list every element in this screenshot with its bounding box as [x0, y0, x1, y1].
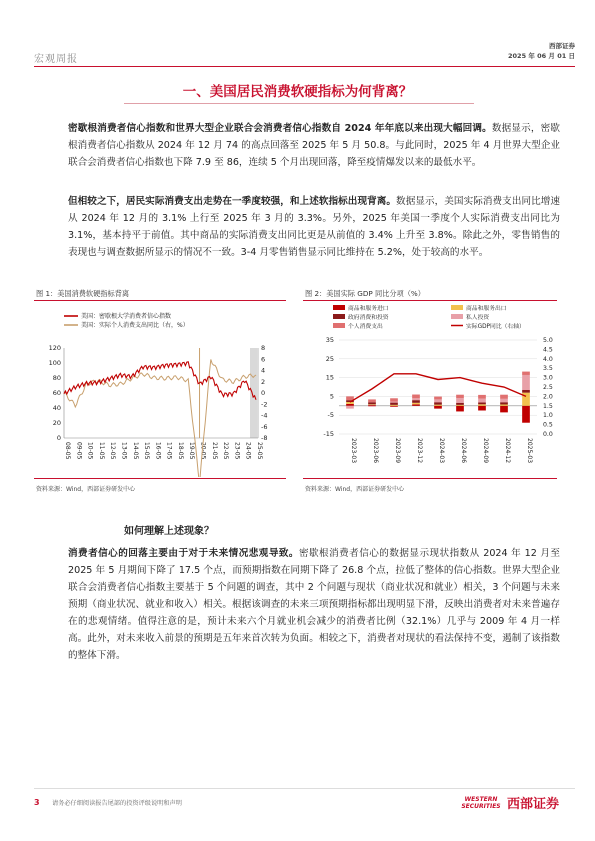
- logo-english: WESTERN SECURITIES: [461, 795, 501, 810]
- fig2-right-tick: 0.0: [543, 431, 553, 438]
- fig2-bar-segment: [456, 405, 464, 406]
- fig2-bar-segment: [390, 406, 398, 407]
- fig2-left-tick: 35: [325, 336, 334, 344]
- fig2-bar-segment: [434, 406, 442, 409]
- fig2-bar-segment: [500, 399, 508, 402]
- fig1-left-tick: 80: [52, 374, 61, 382]
- fig2-bar-segment: [412, 395, 420, 399]
- fig2-legend-label: 政府消费和投资: [348, 315, 389, 321]
- fig1-left-tick: 40: [52, 404, 61, 412]
- fig2-legend-swatch: [451, 305, 463, 310]
- fig2-right-tick: 3.5: [543, 365, 553, 373]
- fig2-right-tick: 2.0: [543, 393, 553, 401]
- fig1-x-tick: 11-05: [97, 442, 105, 460]
- fig2-left-tick: 5: [329, 392, 334, 401]
- paragraph-3-body: 密歇根消费者信心的数据显示现状指数从 2024 年 12 月至 2025 年 5 月期间下降了 17.5 个点，而预期指数在同期下降了 26.8 个点，拉低了整体的信心指数。世界大型企业联合会消费者信心指数主要基于 5 个问题的调查，其中 2 个问题与现状（商业状况和就业）相关，3 个问题与未来预期（商业状况、就业和收入）相关。根据该调查的未来三项预期指标都出现明显下滑，反映出消费者对未来普遍存在的悲观情绪。值得注意的是，预计未来六个月就业机会减少的消费者比例（32.1%）几乎与 2009 年 4 月一样高。此外，对未来收入前景的预期是五年来首次转为负面。相较之下，消费者对现状的看法保持不变，遏制了该指数的整体下滑。: [68, 548, 561, 661]
- paragraph-1: [68, 120, 560, 171]
- logo-chinese: 西部证券: [506, 797, 559, 812]
- fig2-title: 图 2：美国实际 GDP 同比分项（%）: [305, 289, 425, 298]
- fig2-bar-segment: [412, 398, 420, 400]
- fig2-right-tick: 0.5: [543, 421, 553, 429]
- fig2-x-tick: 2024-12: [504, 438, 511, 464]
- report-date: 2025 年 06 月 01 日: [508, 52, 575, 60]
- fig2-bar-segment: [500, 406, 508, 413]
- fig2-right-tick: 5.0: [543, 337, 553, 344]
- fig2-bar-segment: [522, 372, 530, 375]
- fig2-bar-segment: [456, 406, 464, 412]
- fig2-right-tick: 1.0: [543, 412, 553, 420]
- fig1-x-tick: 18-05: [176, 442, 184, 460]
- fig1-bottom-rule: [34, 478, 286, 479]
- fig2-left-tick: -5: [327, 411, 334, 420]
- fig2-bar-segment: [478, 399, 486, 403]
- fig2-legend-swatch: [333, 314, 345, 319]
- paragraph-2-body: 数据显示，美国实际消费支出同比增速从 2024 年 12 月的 3.1% 上行至 2025 年 3 月的 3.3%。另外，2025 年美国一季度个人实际消费支出同比为 3.1%，基本持平于前值。其中商品的实际消费支出同比更是从前值的 3.4% 上升至 3.8%。除此之外，零售销售的表现也与调查数据所显示的情况不一致。3-4 月零售销售显示同比维持在 5.2%，处于较高的水平。: [68, 196, 561, 258]
- fig2-bar-segment: [368, 399, 376, 402]
- fig2-bar-segment: [412, 403, 420, 405]
- question-heading: 如何理解上述现象？: [124, 526, 214, 537]
- fig1-x-tick: 17-05: [165, 442, 173, 460]
- fig2-bar-segment: [390, 402, 398, 403]
- fig2-bar-segment: [478, 404, 486, 406]
- paragraph-2: [68, 193, 560, 261]
- fig2-left-tick: -15: [323, 430, 334, 438]
- fig2-legend-label: 私人投资: [466, 315, 490, 321]
- fig2-chart: [303, 302, 557, 477]
- fig1-title: 图 1：美国消费软硬指标背离: [36, 289, 130, 298]
- fig2-bar-segment: [412, 404, 420, 406]
- fig1-x-tick: 16-05: [154, 442, 162, 460]
- fig1-right-tick: 4: [261, 366, 266, 375]
- fig2-bar-segment: [522, 406, 530, 423]
- company-logo: [459, 793, 559, 812]
- fig1-right-tick: 2: [261, 377, 266, 386]
- fig2-legend-label: 商品和服务进口: [348, 306, 389, 312]
- fig1-legend-label-1: 美国：密歇根大学消费者信心指数: [81, 313, 172, 320]
- fig1-right-tick: -4: [261, 411, 268, 420]
- report-section-label: 宏观周报: [34, 54, 78, 65]
- fig1-right-tick: -8: [261, 434, 268, 442]
- fig2-bar-segment: [346, 396, 354, 400]
- fig2-source: 资料来源：Wind，西部证券研发中心: [305, 486, 405, 493]
- fig2-right-tick: 1.5: [543, 402, 553, 410]
- fig1-right-tick: 0: [261, 389, 266, 397]
- fig1-x-tick: 12-05: [109, 442, 117, 460]
- fig1-right-tick: 6: [261, 355, 266, 364]
- fig1-left-tick: 120: [48, 344, 61, 352]
- fig1-x-tick: 23-05: [233, 442, 241, 460]
- paragraph-2-lead: 但相较之下，居民实际消费支出走势在一季度较强，和上述软指标出现背离。: [68, 196, 397, 207]
- fig2-x-tick: 2024-06: [460, 438, 467, 464]
- fig2-right-tick: 2.5: [543, 384, 553, 391]
- fig2-bar-segment: [368, 405, 376, 406]
- footer-disclaimer: 请务必仔细阅读报告尾部的投资评级说明和声明: [52, 800, 182, 807]
- fig2-bar-segment: [390, 403, 398, 405]
- fig2-bar-segment: [434, 399, 442, 402]
- fig2-bar-segment: [434, 397, 442, 400]
- fig2-bar-segment: [346, 404, 354, 406]
- paragraph-1-body: 数据显示，密歇根消费者信心指数从 2024 年 12 月 74 的高点回落至 2025 年 5 月 50.8。与此同时，2025 年 4 月世界大型企业联合会消费者信心指数也下降 7.9 至 86，连续 5 个月出现回落，降至疫情爆发以来的最低水平。: [68, 123, 560, 168]
- fig2-bar-segment: [522, 375, 530, 390]
- footer-divider: [34, 788, 575, 789]
- fig2-bottom-rule: [303, 478, 557, 479]
- fig1-x-tick: 09-05: [75, 442, 83, 460]
- fig2-bar-segment: [390, 398, 398, 401]
- fig2-bar-segment: [456, 398, 464, 403]
- fig1-left-tick: 0: [56, 434, 61, 442]
- fig2-left-tick: 15: [325, 373, 334, 382]
- fig1-chart: [34, 302, 286, 477]
- page-number: 3: [34, 798, 40, 807]
- fig2-bar-segment: [368, 402, 376, 404]
- fig2-bar-segment: [456, 395, 464, 398]
- fig1-x-tick: 24-05: [244, 442, 252, 460]
- fig1-left-tick: 100: [48, 359, 61, 367]
- fig2-x-tick: 2023-06: [372, 438, 379, 464]
- fig1-shade-band: [250, 348, 257, 438]
- fig2-legend-label: 商品和服务出口: [466, 306, 507, 312]
- fig2-x-tick: 2024-09: [482, 438, 489, 464]
- section-title: 一、美国居民消费软硬指标为何背离？: [182, 84, 413, 100]
- fig2-bar-segment: [434, 405, 442, 406]
- fig2-legend-swatch: [333, 305, 345, 310]
- fig2-bar-segment: [478, 395, 486, 399]
- fig1-right-tick: -6: [261, 422, 268, 431]
- header-divider: [34, 66, 575, 67]
- fig1-right-tick: -2: [261, 400, 268, 409]
- fig1-x-tick: 25-05: [256, 442, 263, 460]
- fig2-bar-segment: [434, 402, 442, 404]
- fig1-x-tick: 22-05: [222, 442, 230, 460]
- fig2-x-tick: 2023-03: [350, 438, 357, 464]
- fig2-left-tick: 25: [325, 354, 334, 363]
- fig2-x-tick: 2025-03: [526, 438, 533, 464]
- paragraph-1-lead: 密歇根消费者信心指数和世界大型企业联合会消费者信心指数自 2024 年年底以来出现大幅回调。: [68, 123, 492, 134]
- fig1-x-tick: 10-05: [86, 442, 94, 460]
- fig2-bar-segment: [500, 402, 508, 404]
- fig2-right-tick: 4.5: [543, 346, 553, 354]
- paragraph-3: [68, 545, 560, 664]
- paragraph-3-lead: 消费者信心的回落主要由于对于未来情况悲观导致。: [68, 548, 299, 559]
- fig1-x-tick: 21-05: [210, 442, 218, 460]
- fig2-bar-segment: [412, 400, 420, 403]
- fig1-x-tick: 08-05: [64, 442, 71, 460]
- fig2-bar-segment: [522, 390, 530, 393]
- fig2-x-tick: 2024-03: [438, 438, 445, 464]
- fig2-right-tick: 4.0: [543, 355, 553, 363]
- fig1-x-tick: 15-05: [143, 442, 151, 460]
- fig1-x-tick: 13-05: [120, 442, 128, 460]
- fig1-legend-label-2: 美国：实际个人消费支出同比（右，%）: [81, 322, 189, 329]
- fig2-bar-segment: [478, 402, 486, 404]
- fig2-bar-segment: [500, 404, 508, 405]
- fig2-legend-label: 实际GDP同比（右轴）: [466, 324, 525, 330]
- fig2-bar-segment: [368, 404, 376, 405]
- fig1-source: 资料来源：Wind，西部证券研发中心: [36, 486, 136, 493]
- fig2-x-tick: 2023-12: [416, 438, 423, 464]
- fig2-legend-swatch: [451, 314, 463, 319]
- fig2-legend-label: 个人消费支出: [348, 324, 383, 330]
- fig1-x-tick: 14-05: [131, 442, 139, 460]
- fig2-bar-segment: [456, 403, 464, 405]
- fig2-legend-swatch: [333, 323, 345, 328]
- fig2-right-tick: 3.0: [543, 374, 553, 382]
- fig1-left-tick: 20: [52, 419, 61, 427]
- fig2-bar-segment: [500, 395, 508, 399]
- fig1-right-tick: 8: [261, 344, 266, 352]
- fig2-bar-segment: [346, 406, 354, 409]
- fig2-top-rule: [303, 300, 557, 301]
- fig1-x-tick: 20-05: [199, 442, 207, 460]
- fig2-bar-segment: [478, 406, 486, 411]
- fig2-bar-segment: [368, 406, 376, 407]
- fig1-x-tick: 19-05: [188, 442, 196, 460]
- section-title-underline: [124, 103, 474, 104]
- fig2-x-tick: 2023-09: [394, 438, 401, 464]
- brand-name: 西部证券: [549, 42, 575, 50]
- fig2-bar-segment: [390, 405, 398, 406]
- fig2-bar-segment: [346, 402, 354, 404]
- fig1-left-tick: 60: [52, 389, 61, 397]
- header-brand-block: [508, 41, 575, 61]
- fig1-top-rule: [34, 300, 286, 301]
